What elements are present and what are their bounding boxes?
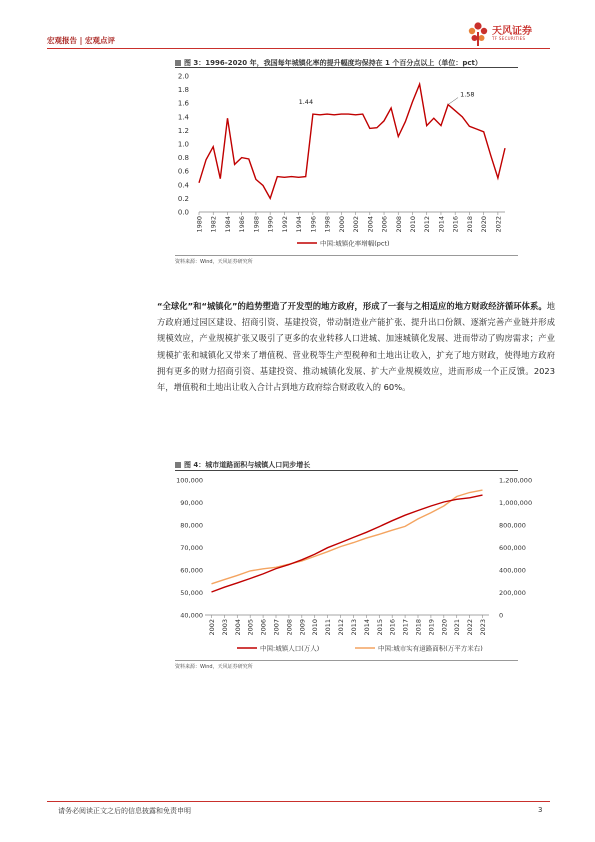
figure4-title — [175, 460, 310, 470]
y-tick-label: 1.6 — [177, 99, 189, 108]
x-tick-label: 2005 — [246, 619, 255, 636]
legend-label: 中国:城镇人口(万人) — [260, 644, 320, 653]
y-left-tick-label: 70,000 — [180, 544, 203, 552]
paragraph-body: 地方政府通过园区建设、招商引资、基建投资，带动制造业产能扩张、提升出口份额、逐渐完善产业链并形成规模效应，产业规模扩张又吸引了更多的农业转移人口进城、加速城镇化发展、进而带动了购房需求；产业规模扩张和城镇化又带来了增值税、营业税等生产型税种和土地出让收入，扩充了地方财政，使得地方政府拥有更多的财力招商引资、基建投资、推动城镇化发展、扩大产业规模效应，进而形成一个正反馈。2023 年，增值税和土地出让收入合计占到地方政府综合财政收入的 60%。 — [157, 301, 555, 393]
data-label: 1.58 — [460, 90, 475, 99]
y-tick-label: 0.0 — [177, 208, 189, 217]
x-tick-label: 2012 — [337, 619, 346, 636]
x-tick-label: 2017 — [401, 619, 410, 636]
y-tick-label: 1.2 — [177, 126, 189, 135]
x-tick-label: 2022 — [494, 216, 503, 233]
x-tick-label: 2012 — [423, 216, 432, 233]
y-right-tick-label: 600,000 — [499, 544, 526, 552]
y-left-tick-label: 80,000 — [180, 521, 203, 530]
y-right-tick-label: 200,000 — [499, 589, 526, 597]
footer-divider — [47, 801, 550, 802]
x-tick-label: 2008 — [394, 216, 403, 233]
series-line-urbanization — [199, 84, 505, 198]
y-left-tick-label: 40,000 — [180, 611, 203, 620]
y-right-tick-label: 400,000 — [499, 566, 526, 575]
series-line-urban-population — [212, 495, 483, 592]
x-tick-label: 2000 — [337, 216, 346, 233]
x-tick-label: 2010 — [311, 619, 320, 636]
x-tick-label: 2007 — [272, 619, 281, 636]
y-left-tick-label: 100,000 — [176, 476, 203, 485]
x-tick-label: 2006 — [380, 216, 389, 233]
x-tick-label: 2002 — [352, 216, 361, 233]
series-line-road-area — [212, 490, 483, 584]
figure4-top-rule — [175, 470, 518, 471]
figure4-source: 资料来源：Wind，天风证券研究所 — [175, 664, 253, 670]
x-tick-label: 1988 — [252, 216, 261, 233]
x-tick-label: 2020 — [480, 216, 489, 233]
y-tick-label: 1.4 — [177, 113, 189, 122]
x-tick-label: 2003 — [220, 619, 229, 636]
x-tick-label: 1990 — [266, 216, 275, 233]
footer-disclaimer: 请务必阅读正文之后的信息披露和免责申明 — [58, 807, 191, 815]
x-tick-label: 2013 — [349, 619, 358, 636]
logo-chinese-text: 天风证券 — [492, 26, 532, 37]
x-tick-label: 1998 — [323, 216, 332, 233]
data-label: 1.44 — [298, 98, 314, 107]
y-right-tick-label: 800,000 — [499, 521, 526, 530]
x-tick-label: 2008 — [285, 619, 294, 636]
x-tick-label: 1994 — [295, 216, 304, 233]
x-tick-label: 2016 — [388, 619, 397, 636]
y-right-tick-label: 1,000,000 — [499, 499, 533, 507]
y-tick-label: 0.4 — [177, 181, 189, 190]
x-tick-label: 1996 — [309, 216, 318, 233]
legend-label: 中国:城镇化率增幅(pct) — [320, 239, 390, 248]
x-tick-label: 1992 — [280, 216, 289, 233]
x-tick-label: 2014 — [362, 619, 371, 636]
x-tick-label: 2021 — [453, 619, 462, 636]
x-tick-label: 1986 — [238, 216, 247, 233]
annotation-leader — [448, 98, 458, 105]
figure3-source: 资料来源：Wind，天风证券研究所 — [175, 259, 253, 265]
x-tick-label: 2015 — [375, 619, 384, 636]
report-category: 宏观报告 | 宏观点评 — [47, 36, 115, 45]
title-marker-icon — [175, 60, 181, 66]
x-tick-label: 2016 — [451, 216, 460, 233]
y-tick-label: 0.2 — [177, 194, 189, 203]
x-tick-label: 2009 — [298, 619, 307, 636]
y-tick-label: 0.8 — [177, 154, 189, 163]
x-tick-label: 2022 — [466, 619, 475, 636]
figure3-source-rule — [175, 255, 518, 256]
y-right-tick-label: 1,200,000 — [499, 476, 533, 485]
body-paragraph — [157, 298, 555, 395]
title-marker-icon — [175, 462, 181, 468]
x-tick-label: 2014 — [437, 216, 446, 233]
logo-flower-icon — [466, 20, 490, 48]
x-tick-label: 2023 — [479, 619, 488, 636]
y-left-tick-label: 60,000 — [180, 566, 203, 575]
legend-label: 中国:城市实有道路面积(万平方米右) — [378, 644, 483, 653]
x-tick-label: 2002 — [207, 619, 216, 636]
y-tick-label: 2.0 — [177, 72, 189, 81]
header-divider — [47, 48, 550, 49]
x-tick-label: 2020 — [440, 619, 449, 636]
y-left-tick-label: 50,000 — [180, 589, 203, 597]
y-tick-label: 0.6 — [177, 167, 189, 176]
x-tick-label: 2004 — [233, 619, 242, 636]
logo-english-text: TF SECURITIES — [492, 36, 526, 41]
figure4-title-text: 图 4：城市道路面积与城镇人口同步增长 — [184, 461, 311, 469]
page-number: 3 — [538, 806, 543, 814]
paragraph-lead: “全球化”和“城镇化”的趋势塑造了开发型的地方政府，形成了一套与之相适应的地方财政经济循环体系。 — [157, 301, 547, 311]
x-tick-label: 2018 — [465, 216, 474, 233]
y-tick-label: 1.8 — [177, 86, 189, 95]
x-tick-label: 2018 — [414, 619, 423, 636]
urbanization-rate-chart — [175, 68, 520, 254]
population-road-area-chart — [175, 472, 533, 658]
figure3-title-text: 图 3：1996-2020 年，我国每年城镇化率的提升幅度均保持在 1 个百分点以上（单位：pct） — [184, 59, 482, 67]
y-right-tick-label: 0 — [499, 611, 504, 620]
y-left-tick-label: 90,000 — [180, 499, 203, 507]
x-tick-label: 2006 — [259, 619, 268, 636]
x-tick-label: 1980 — [195, 216, 204, 233]
x-tick-label: 2010 — [408, 216, 417, 233]
brand-logo — [466, 20, 556, 48]
y-tick-label: 1.0 — [177, 140, 189, 149]
x-tick-label: 1984 — [223, 216, 232, 233]
x-tick-label: 1982 — [209, 216, 218, 233]
x-tick-label: 2011 — [324, 619, 333, 636]
figure4-source-rule — [175, 660, 518, 661]
x-tick-label: 2004 — [366, 216, 375, 233]
x-tick-label: 2019 — [427, 619, 436, 636]
